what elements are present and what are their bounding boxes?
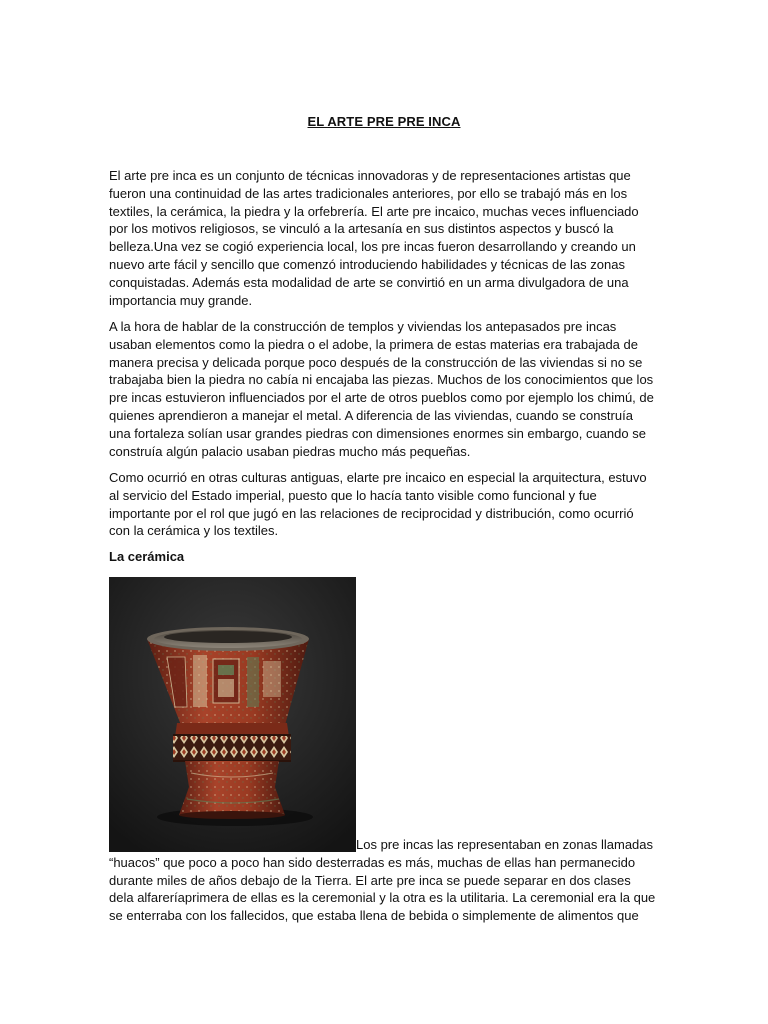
section-heading-ceramica: La cerámica xyxy=(109,549,185,564)
ceramic-vessel-photo xyxy=(109,577,356,852)
paragraph-intro: El arte pre inca es un conjunto de técnicas innovadoras y de representaciones artistas que fueron una continuidad de las artes tradicionales anteriores, por ello se trabajó más en los textiles, la cerámica, la piedra y la orfebrería. El arte pre incaico, muchas veces influenciado por los motivos religiosos, se vinculó a la artesanía en sus distintos aspectos y buscó la belleza.Una vez se cogió experiencia local, los pre incas fueron desarrollando y creando un nuevo arte fácil y sencillo que comenzó introduciendo habilidades y técnicas de las zonas conquistadas. Además esta modalidad de arte se convirtió en un arma divulgadora de una importancia muy grande. xyxy=(109,168,639,308)
paragraph-construction: A la hora de hablar de la construcción de templos y viviendas los antepasados pre incas usaban elementos como la piedra o el adobe, la primera de estas materias era trabajada de manera precisa y delicada porque poco después de la construcción de las viviendas si no se trabajaba bien la piedra no cabía ni encajaba las piezas. Muchos de los conocimientos que los pre incas estuvieron influenciados por el arte de otros pueblos como por ejemplo los chimú, de quienes aprendieron a manejar el metal. A diferencia de las viviendas, cuando se construía una fortaleza solían usar grandes piedras con dimensiones enormes sin embargo, cuando se construía algún palacio usaban piedras mucho más pequeñas. xyxy=(109,319,654,459)
document-title: EL ARTE PRE PRE INCA xyxy=(307,114,461,129)
paragraph-huacos: Los pre incas las representaban en zonas llamadas “huacos” que poco a poco han sido desterradas es más, muchas de ellas han permanecido durante miles de años debajo de la Tierra. El arte pre inca se puede separar en dos clases dela alfareríaprimera de ellas es la ceremonial y la otra es la utilitaria. La ceremonial era la que se enterraba con los fallecidos, que estaba llena de bebida o simplemente de alimentos que xyxy=(109,837,656,924)
paragraph-architecture: Como ocurrió en otras culturas antiguas, elarte pre incaico en especial la arquitectura, estuvo al servicio del Estado imperial, puesto que lo hacía tanto visible como funcional y fue importante por el rol que jugó en las relaciones de reciprocidad y distribución, como ocurrió con la cerámica y los textiles. xyxy=(109,470,647,539)
